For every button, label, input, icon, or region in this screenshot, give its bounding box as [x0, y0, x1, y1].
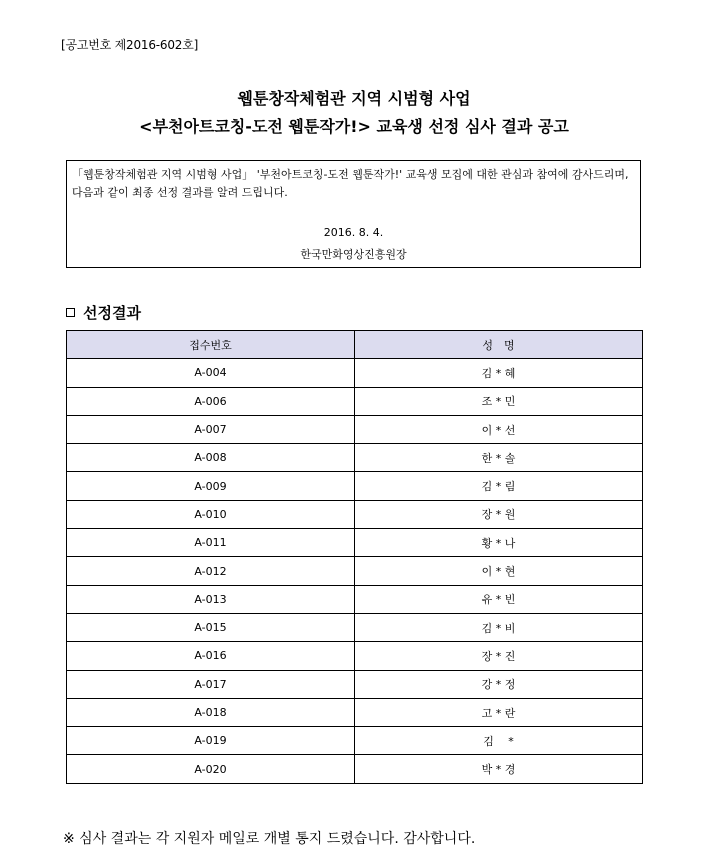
table-header-row: [67, 331, 643, 359]
square-bullet-icon: [66, 308, 75, 317]
table-row: [67, 529, 643, 557]
table-row: [67, 387, 643, 415]
table-row: [67, 670, 643, 698]
receipt-number-cell: A-006: [67, 387, 355, 415]
table-row: [67, 557, 643, 585]
table-row: [67, 359, 643, 387]
table-row: [67, 755, 643, 783]
name-cell: 강 * 정: [355, 670, 643, 698]
notice-number: [공고번호 제2016-602호]: [61, 38, 199, 52]
name-cell: 이 * 현: [355, 557, 643, 585]
receipt-number-cell: A-009: [67, 472, 355, 500]
name-cell: 조 * 민: [355, 387, 643, 415]
table-row: [67, 415, 643, 443]
name-cell: 황 * 나: [355, 529, 643, 557]
receipt-number-cell: A-018: [67, 698, 355, 726]
receipt-number-cell: A-020: [67, 755, 355, 783]
header-receipt-number: 접수번호: [67, 331, 355, 359]
page-title-line2: <부천아트코칭-도전 웹툰작가!> 교육생 선정 심사 결과 공고: [139, 117, 569, 136]
header-name: 성 명: [355, 331, 643, 359]
name-cell: 김 * 혜: [355, 359, 643, 387]
section-heading: [66, 302, 141, 323]
name-cell: 김 * 비: [355, 613, 643, 641]
name-cell: 이 * 선: [355, 415, 643, 443]
name-cell: 한 * 솔: [355, 444, 643, 472]
table-row: [67, 613, 643, 641]
receipt-number-cell: A-004: [67, 359, 355, 387]
table-row: [67, 500, 643, 528]
footer-note: ※ 심사 결과는 각 지원자 메일로 개별 통지 드렸습니다. 감사합니다.: [63, 831, 476, 847]
name-cell: 김 *: [355, 727, 643, 755]
receipt-number-cell: A-008: [67, 444, 355, 472]
table-row: [67, 472, 643, 500]
table-row: [67, 444, 643, 472]
name-cell: 박 * 경: [355, 755, 643, 783]
receipt-number-cell: A-016: [67, 642, 355, 670]
table-row: [67, 727, 643, 755]
intro-issuer: 한국만화영상진흥원장: [300, 248, 407, 261]
name-cell: 김 * 림: [355, 472, 643, 500]
receipt-number-cell: A-019: [67, 727, 355, 755]
name-cell: 장 * 진: [355, 642, 643, 670]
table-row: [67, 642, 643, 670]
receipt-number-cell: A-011: [67, 529, 355, 557]
receipt-number-cell: A-007: [67, 415, 355, 443]
intro-text: 「웹툰창작체험관 지역 시범형 사업」 '부천아트코칭-도전 웹툰작가!' 교육생 모집에 대한 관심과 참여에 감사드리며, 다음과 같이 최종 선정 결과를 알려 드립니다.: [72, 168, 629, 199]
intro-date: 2016. 8. 4.: [323, 226, 384, 239]
name-cell: 장 * 원: [355, 500, 643, 528]
table-row: [67, 585, 643, 613]
receipt-number-cell: A-010: [67, 500, 355, 528]
section-title: 선정결과: [83, 304, 141, 322]
receipt-number-cell: A-017: [67, 670, 355, 698]
receipt-number-cell: A-013: [67, 585, 355, 613]
receipt-number-cell: A-012: [67, 557, 355, 585]
receipt-number-cell: A-015: [67, 613, 355, 641]
results-table: [66, 330, 643, 784]
name-cell: 고 * 란: [355, 698, 643, 726]
name-cell: 유 * 빈: [355, 585, 643, 613]
table-row: [67, 698, 643, 726]
page-title-line1: 웹툰창작체험관 지역 시범형 사업: [237, 89, 471, 108]
